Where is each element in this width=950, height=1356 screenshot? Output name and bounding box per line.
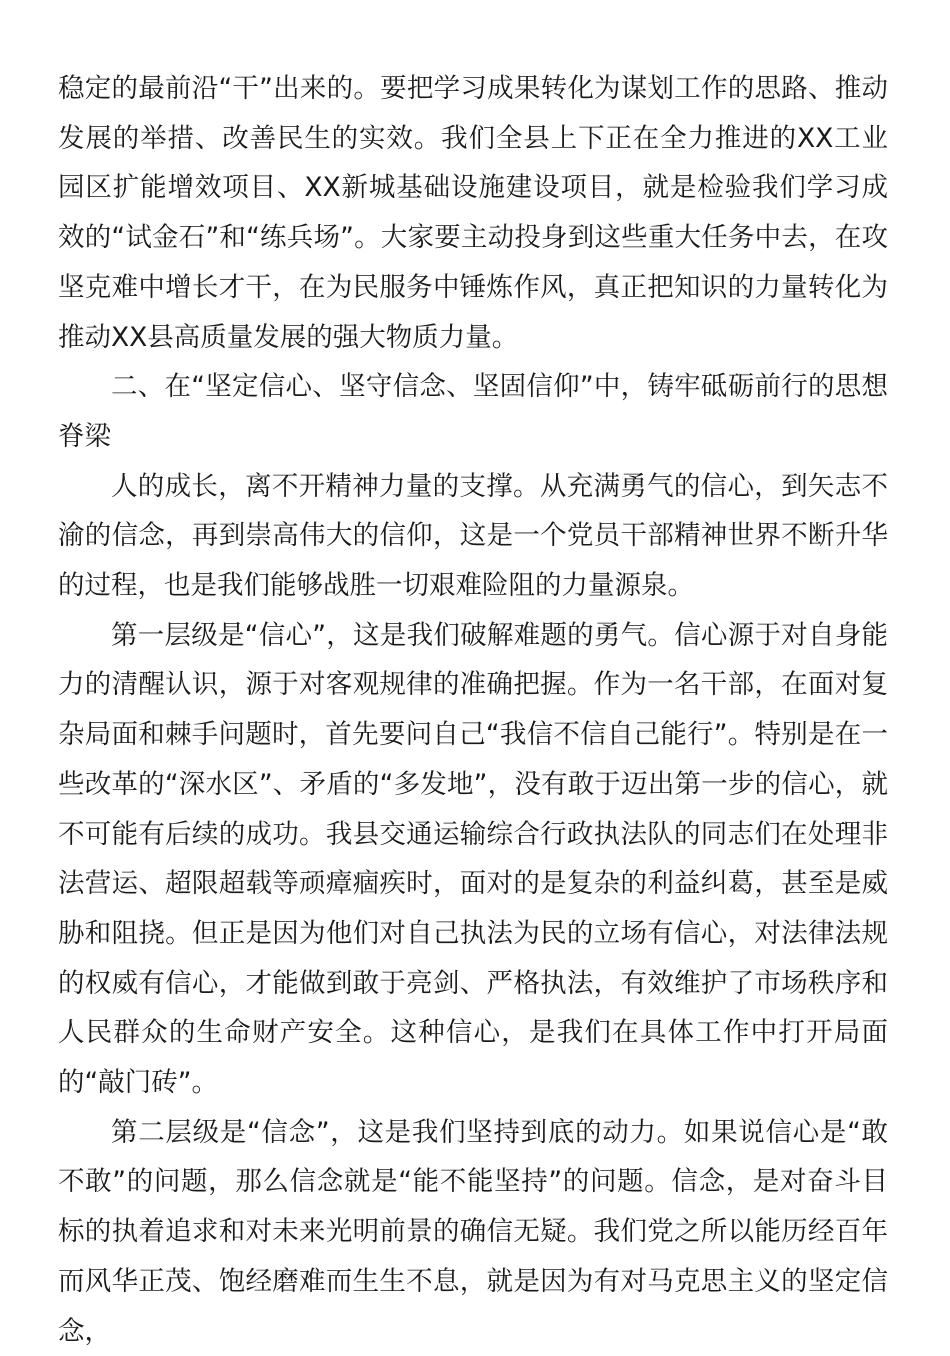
paragraph: 人的成长，离不开精神力量的支撑。从充满勇气的信心，到矢志不渝的信念，再到崇高伟大的信仰，这是一个党员干部精神世界不断升华的过程，也是我们能够战胜一切艰难险阻的力量源泉。 bbox=[58, 470, 888, 602]
paragraph: 第一层级是“信心”，这是我们破解难题的勇气。信心源于对自身能力的清醒认识，源于对客观规律的准确把握。作为一名干部，在面对复杂局面和棘手问题时，首先要问自己“我信不信自己能行”。特别是在一些改革的“深水区”、矛盾的“多发地”，没有敢于迈出第一步的信心，就不可能有后续的成功。我县交通运输综合行政执法队的同志们在处理非法营运、超限超载等顽瘴痼疾时，面对的是复杂的利益纠葛，甚至是威胁和阻挠。但正是因为他们对自己执法为民的立场有信心，对法律法规的权威有信心，才能做到敢于亮剑、严格执法，有效维护了市场秩序和人民群众的生命财产安全。这种信心，是我们在具体工作中打开局面的“敲门砖”。 bbox=[58, 619, 888, 1099]
paragraph-continued: 稳定的最前沿“干”出来的。要把学习成果转化为谋划工作的思路、推动发展的举措、改善民生的实效。我们全县上下正在全力推进的XX工业园区扩能增效项目、XX新城基础设施建设项目，就是检验我们学习成效的“试金石”和“练兵场”。大家要主动投身到这些重大任务中去，在攻坚克难中增长才干，在为民服务中锤炼作风，真正把知识的力量转化为推动XX县高质量发展的强大物质力量。 bbox=[58, 73, 888, 353]
section-heading: 二、在“坚定信心、坚守信念、坚固信仰”中，铸牢砥砺前行的思想脊梁 bbox=[58, 371, 888, 452]
paragraph: 第二层级是“信念”，这是我们坚持到底的动力。如果说信心是“敢不敢”的问题，那么信念就是“能不能坚持”的问题。信念，是对奋斗目标的执着追求和对未来光明前景的确信无疑。我们党之所以能历经百年而风华正茂、饱经磨难而生生不息，就是因为有对马克思主义的坚定信念， bbox=[58, 1116, 888, 1347]
document-body bbox=[58, 64, 888, 1356]
